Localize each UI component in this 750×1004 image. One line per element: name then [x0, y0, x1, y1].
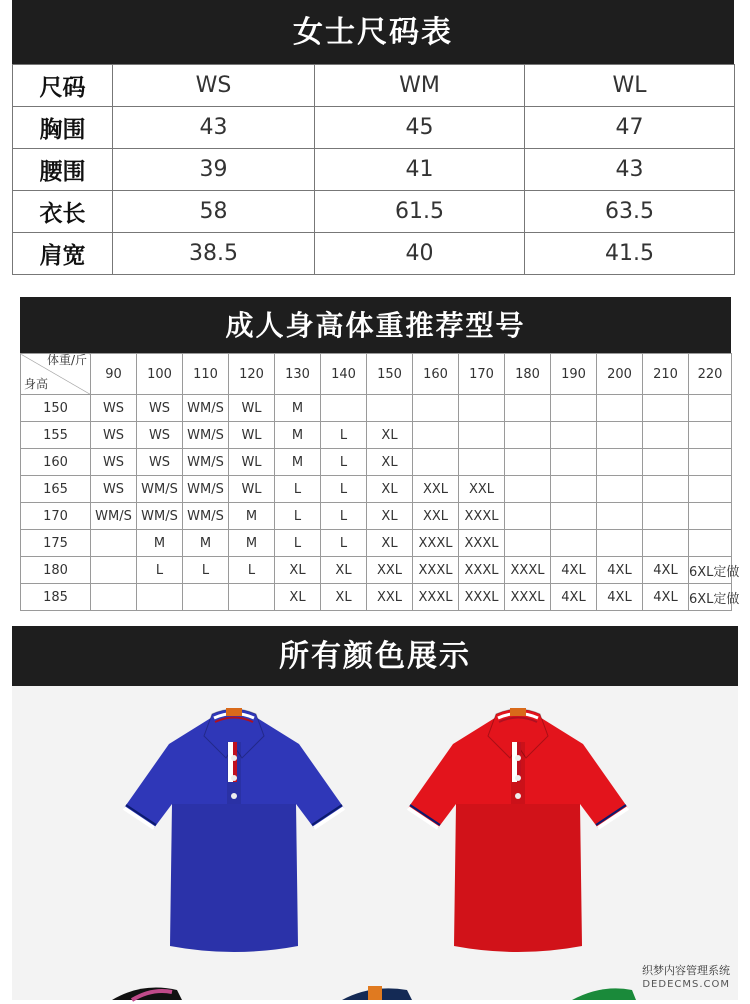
size-cell: WL: [229, 422, 275, 449]
watermark: 织梦内容管理系统 DEDECMS.COM: [642, 964, 730, 990]
weight-header-cell: 150: [367, 354, 413, 395]
weight-header-cell: 140: [321, 354, 367, 395]
row-label: 肩宽: [13, 233, 113, 275]
colors-title: 所有颜色展示: [12, 626, 738, 686]
table-cell: 45: [315, 107, 525, 149]
size-cell: [597, 530, 643, 557]
size-cell: [91, 530, 137, 557]
size-cell: XL: [275, 584, 321, 611]
size-cell: M: [275, 395, 321, 422]
size-cell: WM/S: [137, 503, 183, 530]
size-cell: WM/S: [183, 476, 229, 503]
size-cell: [413, 395, 459, 422]
adult-table-row: [21, 476, 732, 503]
size-cell: [459, 395, 505, 422]
adult-table-row: [21, 395, 732, 422]
adult-table-row: [21, 530, 732, 557]
size-cell: M: [229, 530, 275, 557]
size-cell: XXL: [367, 584, 413, 611]
size-cell: [597, 395, 643, 422]
royal-blue-polo-image: [124, 708, 344, 952]
size-cell: [91, 557, 137, 584]
women-size-table: [12, 64, 735, 275]
size-cell: [551, 476, 597, 503]
size-cell: L: [321, 476, 367, 503]
table-cell: 39: [113, 149, 315, 191]
size-cell: L: [275, 503, 321, 530]
size-cell: [551, 395, 597, 422]
table-cell: WL: [525, 65, 735, 107]
size-cell: [413, 449, 459, 476]
size-cell: XXXL: [459, 557, 505, 584]
row-label: 衣长: [13, 191, 113, 233]
height-cell: 175: [21, 530, 91, 557]
size-cell: L: [321, 422, 367, 449]
size-cell: XXXL: [413, 557, 459, 584]
table-cell: 63.5: [525, 191, 735, 233]
size-cell: XL: [367, 503, 413, 530]
size-cell: [551, 530, 597, 557]
size-cell: [597, 449, 643, 476]
weight-header-cell: 120: [229, 354, 275, 395]
size-cell: [229, 584, 275, 611]
adult-table-row: [21, 422, 732, 449]
size-cell: [643, 530, 689, 557]
size-cell: 4XL: [551, 584, 597, 611]
size-cell: WL: [229, 395, 275, 422]
size-cell: 4XL: [643, 557, 689, 584]
size-cell: 4XL: [597, 557, 643, 584]
size-cell: L: [137, 557, 183, 584]
row-label: 腰围: [13, 149, 113, 191]
weight-header-cell: 210: [643, 354, 689, 395]
row-label: 尺码: [13, 65, 113, 107]
size-cell: L: [183, 557, 229, 584]
size-cell: XXXL: [459, 584, 505, 611]
weight-header-cell: 180: [505, 354, 551, 395]
weight-header-cell: 100: [137, 354, 183, 395]
weight-header-cell: 190: [551, 354, 597, 395]
table-cell: 58: [113, 191, 315, 233]
size-cell: [689, 503, 732, 530]
size-cell: [459, 449, 505, 476]
size-cell: XXL: [413, 476, 459, 503]
size-cell: WS: [91, 449, 137, 476]
size-cell: WM/S: [183, 449, 229, 476]
table-cell: 38.5: [113, 233, 315, 275]
size-cell: [551, 422, 597, 449]
size-cell: XXL: [413, 503, 459, 530]
size-cell: XXL: [459, 476, 505, 503]
table-cell: 43: [113, 107, 315, 149]
size-cell: [505, 530, 551, 557]
size-cell: [643, 449, 689, 476]
size-cell: XL: [367, 476, 413, 503]
size-cell: 6XL定做: [689, 584, 732, 611]
women-table-header-row: [13, 65, 735, 107]
height-cell: 180: [21, 557, 91, 584]
size-cell: L: [321, 503, 367, 530]
size-cell: [137, 584, 183, 611]
size-cell: [321, 395, 367, 422]
size-cell: [505, 476, 551, 503]
height-cell: 185: [21, 584, 91, 611]
size-cell: WS: [91, 476, 137, 503]
corner-header: [21, 354, 91, 395]
size-cell: [689, 422, 732, 449]
adult-table-row: [21, 503, 732, 530]
table-cell: WM: [315, 65, 525, 107]
size-cell: WM/S: [183, 422, 229, 449]
size-cell: [505, 395, 551, 422]
size-cell: XXL: [367, 557, 413, 584]
adult-table-row: [21, 449, 732, 476]
size-cell: [597, 422, 643, 449]
size-cell: XL: [275, 557, 321, 584]
weight-header-cell: 130: [275, 354, 321, 395]
size-cell: WL: [229, 449, 275, 476]
size-cell: XXXL: [413, 584, 459, 611]
size-cell: WM/S: [91, 503, 137, 530]
size-cell: XXXL: [505, 557, 551, 584]
size-cell: WM/S: [137, 476, 183, 503]
green-polo-collar: [572, 988, 636, 1000]
size-cell: XXXL: [413, 530, 459, 557]
red-polo-image: [408, 708, 628, 952]
size-cell: L: [321, 530, 367, 557]
size-cell: [689, 449, 732, 476]
size-cell: [459, 422, 505, 449]
size-cell: M: [275, 422, 321, 449]
weight-axis-label: 体重/斤: [46, 353, 87, 367]
table-cell: 41: [315, 149, 525, 191]
weight-header-cell: 220: [689, 354, 732, 395]
size-cell: XL: [321, 557, 367, 584]
size-cell: XL: [321, 584, 367, 611]
size-cell: WM/S: [183, 503, 229, 530]
women-table-row: [13, 233, 735, 275]
size-cell: L: [229, 557, 275, 584]
size-cell: [367, 395, 413, 422]
height-axis-label: 身高: [24, 377, 49, 391]
size-cell: WS: [91, 422, 137, 449]
table-cell: 61.5: [315, 191, 525, 233]
weight-header-cell: 90: [91, 354, 137, 395]
adult-table-header-row: [21, 354, 732, 395]
size-cell: 6XL定做: [689, 557, 732, 584]
women-size-title: 女士尺码表: [12, 0, 734, 64]
size-cell: WL: [229, 476, 275, 503]
size-cell: WS: [137, 422, 183, 449]
table-cell: WS: [113, 65, 315, 107]
size-cell: [597, 476, 643, 503]
size-cell: 4XL: [597, 584, 643, 611]
table-cell: 47: [525, 107, 735, 149]
size-cell: M: [137, 530, 183, 557]
size-cell: L: [275, 476, 321, 503]
size-cell: [643, 422, 689, 449]
weight-header-cell: 160: [413, 354, 459, 395]
size-cell: XL: [367, 422, 413, 449]
size-cell: XXXL: [505, 584, 551, 611]
height-cell: 150: [21, 395, 91, 422]
size-cell: [551, 503, 597, 530]
size-cell: [505, 449, 551, 476]
adult-recommend-title: 成人身高体重推荐型号: [20, 297, 731, 353]
weight-header-cell: 200: [597, 354, 643, 395]
adult-recommend-table: [20, 353, 740, 611]
table-cell: 43: [525, 149, 735, 191]
size-cell: XL: [367, 449, 413, 476]
size-cell: [183, 584, 229, 611]
size-cell: [597, 503, 643, 530]
size-cell: [689, 530, 732, 557]
size-cell: [551, 449, 597, 476]
size-cell: WS: [137, 449, 183, 476]
women-table-row: [13, 107, 735, 149]
table-cell: 41.5: [525, 233, 735, 275]
weight-header-cell: 110: [183, 354, 229, 395]
adult-table-row: [21, 557, 732, 584]
size-cell: [643, 503, 689, 530]
size-cell: XXXL: [459, 503, 505, 530]
size-cell: XXXL: [459, 530, 505, 557]
size-cell: XL: [367, 530, 413, 557]
size-cell: [643, 395, 689, 422]
size-cell: L: [321, 449, 367, 476]
height-cell: 155: [21, 422, 91, 449]
size-cell: [505, 503, 551, 530]
size-cell: 4XL: [643, 584, 689, 611]
size-cell: [689, 476, 732, 503]
adult-table-row: [21, 584, 732, 611]
size-cell: [505, 422, 551, 449]
size-cell: [413, 422, 459, 449]
size-cell: L: [275, 530, 321, 557]
women-table-row: [13, 191, 735, 233]
weight-header-cell: 170: [459, 354, 505, 395]
size-cell: M: [229, 503, 275, 530]
height-cell: 170: [21, 503, 91, 530]
size-cell: M: [275, 449, 321, 476]
size-cell: [643, 476, 689, 503]
color-showcase-photo: [12, 686, 738, 1000]
row-label: 胸围: [13, 107, 113, 149]
size-cell: [689, 395, 732, 422]
size-cell: WM/S: [183, 395, 229, 422]
size-cell: WS: [91, 395, 137, 422]
size-cell: WS: [137, 395, 183, 422]
height-cell: 160: [21, 449, 91, 476]
women-table-row: [13, 149, 735, 191]
height-cell: 165: [21, 476, 91, 503]
size-cell: 4XL: [551, 557, 597, 584]
table-cell: 40: [315, 233, 525, 275]
size-cell: [91, 584, 137, 611]
size-cell: M: [183, 530, 229, 557]
